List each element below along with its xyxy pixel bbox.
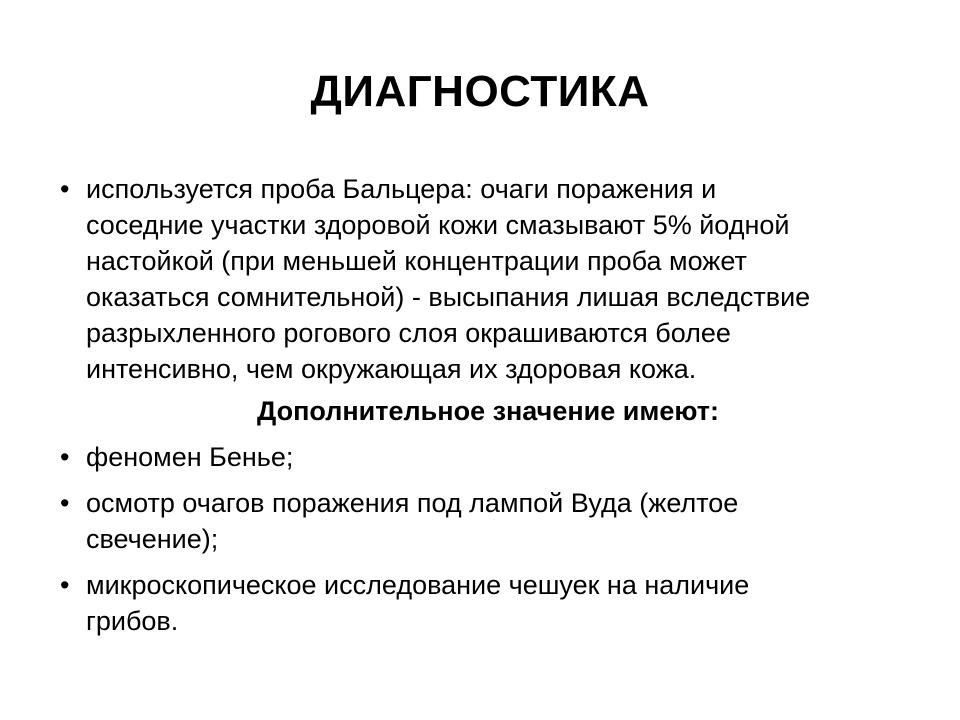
text-line: оказаться сомнительной) - высыпания лишая вследствие	[86, 282, 811, 312]
bullet-icon: •	[60, 570, 70, 600]
slide-content	[60, 171, 890, 649]
bullet-text	[86, 171, 890, 387]
text-line: микроскопическое исследование чешуек на наличие	[86, 570, 750, 600]
text-line: феномен Бенье;	[86, 442, 294, 472]
subheading: Дополнительное значение имеют:	[257, 396, 719, 426]
bullet-icon: •	[60, 442, 70, 472]
text-line: осмотр очагов поражения под лампой Вуда (желтое	[86, 488, 739, 518]
bullet-item-benier	[60, 439, 890, 475]
text-line: разрыхленного рогового слоя окрашиваются более	[86, 318, 731, 348]
bullet-text	[86, 439, 890, 475]
text-line: настойкой (при меньшей концентрации проба может	[86, 246, 747, 276]
bullet-icon: •	[60, 488, 70, 518]
text-line: грибов.	[86, 606, 179, 636]
text-line: используется проба Бальцера: очаги поражения и	[86, 174, 717, 204]
text-line: соседние участки здоровой кожи смазывают 5% йодной	[86, 210, 790, 240]
slide-title: ДИАГНОСТИКА	[310, 67, 650, 116]
bullet-icon: •	[60, 174, 70, 204]
bullet-item-wood-lamp	[60, 485, 890, 557]
text-line: свечение);	[86, 524, 219, 554]
bullet-item-microscopy	[60, 567, 890, 639]
bullet-item-balzer-test	[60, 171, 890, 387]
text-line: интенсивно, чем окружающая их здоровая кожа.	[86, 354, 697, 384]
bullet-text	[86, 485, 890, 557]
bullet-text	[86, 567, 890, 639]
